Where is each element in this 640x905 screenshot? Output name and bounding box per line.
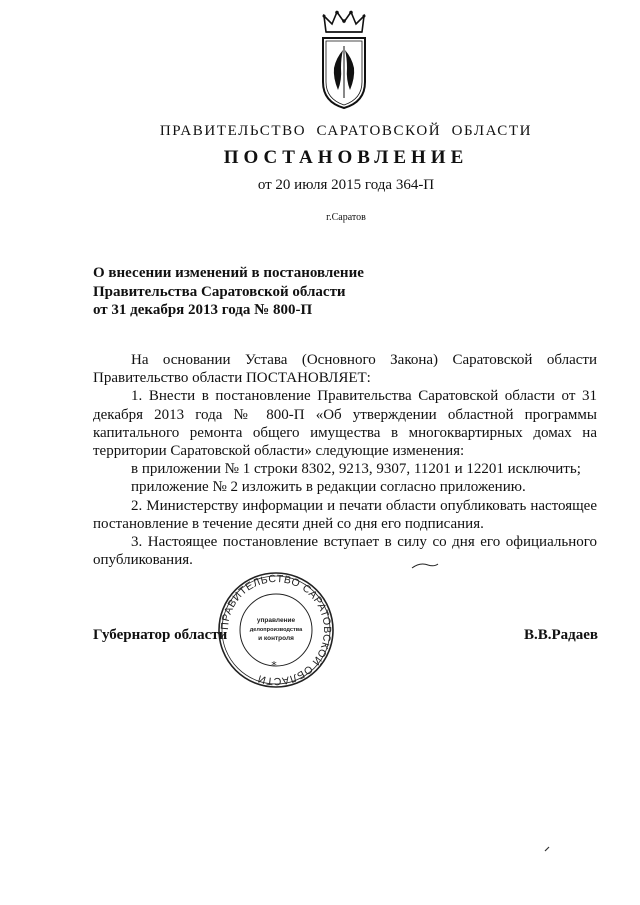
item-2-paragraph: 2. Министерству информации и печати области опубликовать настоящее постановление в течение десяти дней со дня его подписания. (93, 497, 597, 532)
seal-ring-text: ПРАВИТЕЛЬСТВО САРАТОВСКОЙ ОБЛАСТИ (218, 572, 334, 688)
seal-center-line: делопроизводства (249, 627, 303, 633)
document-date-number: от 20 июля 2015 года 364-П (257, 177, 435, 193)
scan-dot-mark-icon (543, 845, 551, 853)
preamble-paragraph: На основании Устава (Основного Закона) Саратовской области Правительство области ПОСТАНОВЛЯЕТ: (93, 352, 597, 387)
handwritten-mark-icon (410, 560, 440, 572)
signatory-name: В.В.Радаев (523, 627, 598, 643)
signature-block (93, 627, 598, 647)
seal-center-line: и контроля (258, 635, 294, 642)
signatory-position: Губернатор области (93, 627, 228, 643)
item-1-change-b: приложение № 2 изложить в редакции согласно приложению. (131, 479, 526, 496)
document-place: г.Саратов (326, 212, 366, 223)
subject-line: Правительства Саратовской области (93, 283, 346, 300)
subject-line: от 31 декабря 2013 года № 800-П (93, 302, 313, 318)
saratov-coat-of-arms-icon (316, 10, 372, 110)
item-3-paragraph: 3. Настоящее постановление вступает в силу со дня его официального опубликования. (93, 534, 597, 569)
subject-line: О внесении изменений в постановление (93, 265, 364, 281)
svg-text:*: * (271, 659, 277, 672)
item-1-change-a: в приложении № 1 строки 8302, 9213, 9307, 11201 и 12201 исключить; (131, 461, 581, 478)
government-name: ПРАВИТЕЛЬСТВО САРАТОВСКОЙ ОБЛАСТИ (159, 123, 533, 139)
document-body (93, 351, 597, 569)
item-1-paragraph: 1. Внести в постановление Правительства Саратовской области от 31 декабря 2013 года № 800-П «Об утверждении областной программы капитального ремонта общего имущества в многоквартирных домах на территории Саратовской области» следующие изменения: (93, 388, 597, 460)
document-type-title: ПОСТАНОВЛЕНИЕ (223, 147, 469, 168)
seal-center-line: управление (256, 617, 296, 624)
document-subject (93, 264, 493, 320)
